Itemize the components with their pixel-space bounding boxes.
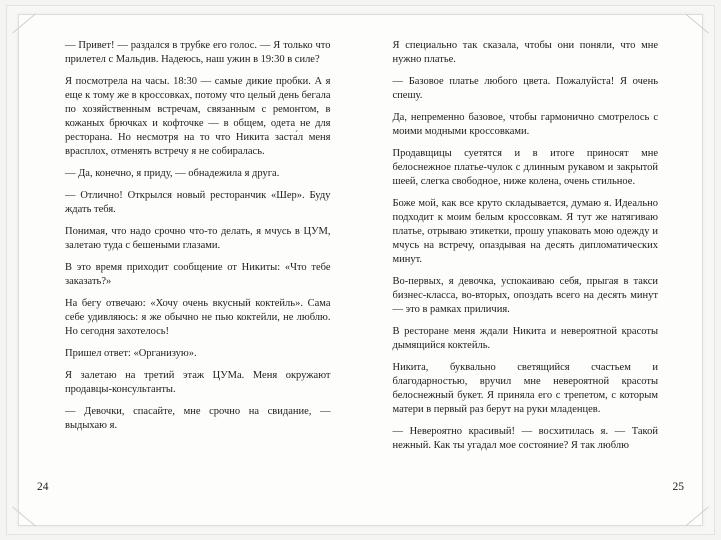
- paragraph: Никита, буквально светящийся счастьем и благодарностью, вручил мне невероятной красоты белоснежный букет. Я приняла его с трепетом, с которым матери в первый раз берут на руки младенцев.: [392, 362, 658, 415]
- paragraph: В это время приходит сообщение от Никиты: «Что тебе заказать?»: [65, 262, 331, 287]
- paragraph: Понимая, что надо срочно что-то делать, я мчусь в ЦУМ, залетаю туда с бешеными глазами.: [65, 226, 331, 251]
- page-number: 24: [37, 481, 49, 493]
- paragraph: Я посмотрела на часы. 18:30 — самые дикие пробки. А я еще к тому же в кроссовках, потому что целый день бегала по хозяйственным встречам, связанным с ремонтом, в кожаных брючках и кофточке — в общем, одета не для ресторана. Но несмотря на то что Никита заста́л меня врасплох, отменять встречу я не собиралась.: [65, 76, 331, 157]
- paragraph: Я залетаю на третий этаж ЦУМа. Меня окружают продавцы-консультанты.: [65, 370, 331, 395]
- page-left: [19, 15, 361, 525]
- paragraph: Боже мой, как все круто складывается, думаю я. Идеально подходит к моим белым кроссовкам. Я тут же натягиваю платье, отрываю этикетки, прошу упаковать мою одежду и мчусь на встречу, опаздывая на десять дипломатических минут.: [392, 198, 658, 265]
- paragraph: В ресторане меня ждали Никита и невероятной красоты дымящийся коктейль.: [392, 326, 658, 351]
- page-left-text: [65, 39, 331, 433]
- paragraph: — Да, конечно, я приду, — обнадежила я друга.: [65, 168, 280, 179]
- paragraph: — Привет! — раздался в трубке его голос. — Я только что прилетел с Мальдив. Надеюсь, наш ужин в 19:30 в силе?: [65, 40, 331, 65]
- page-number: 25: [672, 481, 684, 493]
- page-right-text: [393, 39, 659, 453]
- paragraph: — Базовое платье любого цвета. Пожалуйста! Я очень спешу.: [392, 76, 658, 101]
- paragraph: — Девочки, спасайте, мне срочно на свидание, — выдыхаю я.: [65, 406, 331, 431]
- paragraph: — Невероятно красивый! — восхитилась я. — Такой нежный. Как ты угадал мое состояние? Я так люблю: [392, 426, 658, 451]
- paragraph: Во-первых, я девочка, успокаиваю себя, прыгая в такси бизнес-класса, во-вторых, опоздать всего на десять минут — это в рамках приличия.: [392, 276, 658, 315]
- paragraph: Продавщицы суетятся и в итоге приносят мне белоснежное платье-чулок с длинным рукавом и закрытой шеей, слегка свободное, ниже колена, очень стильное.: [392, 148, 658, 187]
- book-spread: [18, 14, 703, 526]
- paragraph: Пришел ответ: «Организую».: [65, 348, 197, 359]
- paragraph: Я специально так сказала, чтобы они поняли, что мне нужно платье.: [392, 40, 658, 65]
- paragraph: На бегу отвечаю: «Хочу очень вкусный коктейль». Сама себе удивляюсь: я же обычно не пью коктейли, не люблю. Но сегодня захотелось!: [65, 298, 331, 337]
- page-right: [361, 15, 703, 525]
- paragraph: Да, непременно базовое, чтобы гармонично смотрелось с моими модными кроссовками.: [392, 112, 658, 137]
- paragraph: — Отлично! Открылся новый ресторанчик «Шер». Буду ждать тебя.: [65, 190, 331, 215]
